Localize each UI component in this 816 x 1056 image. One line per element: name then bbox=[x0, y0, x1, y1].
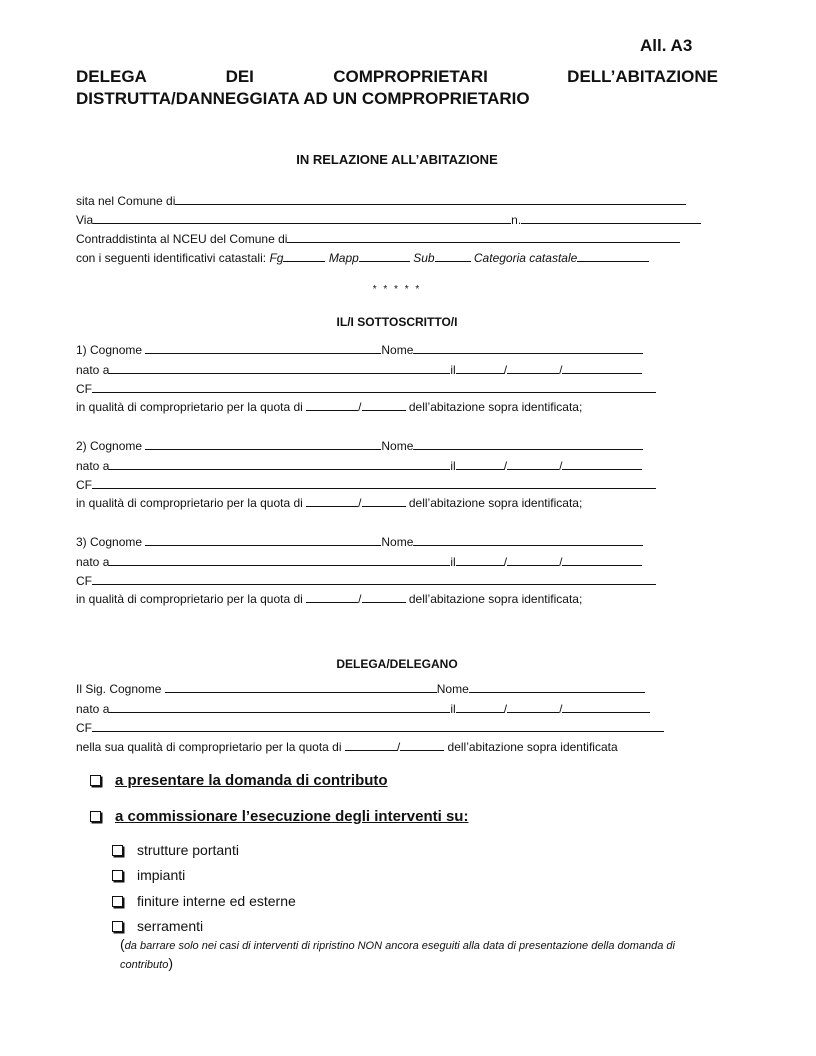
sub-option-label: strutture portanti bbox=[137, 842, 239, 858]
quota-den-field[interactable] bbox=[362, 495, 406, 507]
nato-line: nato a il / / bbox=[76, 458, 642, 474]
il-label: il bbox=[450, 363, 456, 377]
quota-label: nella sua qualità di comproprietario per la quota di bbox=[76, 740, 342, 754]
numero-label: n. bbox=[511, 213, 522, 227]
cognome-label: 1) Cognome bbox=[76, 343, 143, 357]
nome-label: Nome bbox=[436, 682, 469, 696]
title-word: DEI bbox=[225, 67, 254, 86]
delegato-nome-field[interactable] bbox=[469, 681, 645, 693]
nome-label: Nome bbox=[381, 439, 414, 453]
delegato-cf-line bbox=[76, 720, 664, 736]
fg-label: Fg bbox=[269, 251, 284, 265]
sub-option-label: finiture interne ed esterne bbox=[137, 893, 296, 909]
nato-field[interactable] bbox=[109, 458, 450, 470]
cf-field[interactable] bbox=[92, 477, 656, 489]
giorno-field[interactable] bbox=[456, 554, 504, 566]
cognome-field[interactable] bbox=[145, 534, 381, 546]
checkbox-finiture[interactable] bbox=[112, 896, 123, 907]
quota-den-field[interactable] bbox=[362, 399, 406, 411]
note-content: da barrare solo nei casi di interventi di ripristino NON ancora eseguiti alla data di presentazione della domanda di contributo bbox=[120, 940, 675, 971]
cognome-field[interactable] bbox=[145, 438, 381, 450]
nato-label: nato a bbox=[76, 555, 110, 569]
comune-field[interactable] bbox=[175, 193, 686, 205]
delega-heading: DELEGA/DELEGANO bbox=[336, 657, 458, 671]
option-commissionare bbox=[90, 808, 468, 825]
delegato-nato-line: nato a il / / bbox=[76, 701, 650, 717]
option-presentare bbox=[90, 772, 388, 789]
option-presentare-label: a presentare la domanda di contributo bbox=[115, 772, 388, 789]
title-word: DELEGA bbox=[76, 67, 147, 86]
categoria-field[interactable] bbox=[577, 250, 649, 262]
nato-label: nato a bbox=[76, 702, 110, 716]
cf-label: CF bbox=[76, 574, 92, 588]
mese-field[interactable] bbox=[507, 701, 559, 713]
sub-field[interactable] bbox=[435, 250, 471, 262]
checkbox-strutture[interactable] bbox=[112, 845, 123, 856]
allegato-label: All. A3 bbox=[640, 36, 693, 55]
title-word: COMPROPRIETARI bbox=[333, 67, 488, 86]
quota-num-field[interactable] bbox=[306, 399, 358, 411]
via-line bbox=[76, 212, 701, 228]
sub-option-serramenti bbox=[112, 918, 203, 934]
giorno-field[interactable] bbox=[456, 362, 504, 374]
checkbox-impianti[interactable] bbox=[112, 870, 123, 881]
quota-label: in qualità di comproprietario per la quota di bbox=[76, 496, 303, 510]
anno-field[interactable] bbox=[562, 701, 650, 713]
categoria-label: Categoria catastale bbox=[473, 251, 578, 265]
cognome-label: 2) Cognome bbox=[76, 439, 143, 453]
cognome-line bbox=[76, 342, 643, 358]
mese-field[interactable] bbox=[507, 362, 559, 374]
quota-end-label: dell’abitazione sopra identificata; bbox=[408, 400, 583, 414]
quota-label: in qualità di comproprietario per la quota di bbox=[76, 592, 303, 606]
cognome-line bbox=[76, 534, 643, 550]
nome-field[interactable] bbox=[413, 534, 643, 546]
sub-option-label: serramenti bbox=[137, 918, 204, 934]
option-commissionare-label: a commissionare l’esecuzione degli interventi su: bbox=[115, 808, 469, 825]
delegato-quota-line: nella sua qualità di comproprietario per la quota di / dell’abitazione sopra identificata bbox=[76, 740, 618, 754]
cognome-field[interactable] bbox=[145, 342, 381, 354]
sub-option-strutture bbox=[112, 842, 239, 858]
cf-line bbox=[76, 573, 656, 589]
delegato-cognome-line bbox=[76, 681, 645, 697]
quota-num-field[interactable] bbox=[306, 495, 358, 507]
checkbox-serramenti[interactable] bbox=[112, 921, 123, 932]
sub-option-label: impianti bbox=[137, 867, 186, 883]
nato-line: nato a il / / bbox=[76, 362, 642, 378]
checkbox-presentare[interactable] bbox=[90, 775, 101, 786]
title-word: DELL’ABITAZIONE bbox=[567, 67, 718, 86]
quota-line: in qualità di comproprietario per la quota di / dell’abitazione sopra identificata; bbox=[76, 592, 583, 606]
cognome-label: 3) Cognome bbox=[76, 535, 143, 549]
quota-den-field[interactable] bbox=[400, 739, 444, 751]
cognome-line bbox=[76, 438, 643, 454]
sig-cognome-label: Il Sig. Cognome bbox=[76, 682, 162, 696]
nceu-comune-field[interactable] bbox=[287, 231, 680, 243]
sub-label: Sub bbox=[413, 251, 435, 265]
sita-label: sita nel Comune di bbox=[76, 194, 176, 208]
title-line-1 bbox=[76, 67, 718, 87]
cf-label: CF bbox=[76, 382, 92, 396]
giorno-field[interactable] bbox=[456, 701, 504, 713]
il-label: il bbox=[450, 459, 456, 473]
via-label: Via bbox=[76, 213, 94, 227]
cf-field[interactable] bbox=[92, 381, 656, 393]
mapp-label: Mapp bbox=[328, 251, 359, 265]
mese-field[interactable] bbox=[507, 458, 559, 470]
cf-label: CF bbox=[76, 721, 92, 735]
nome-field[interactable] bbox=[413, 438, 643, 450]
checkbox-commissionare[interactable] bbox=[90, 811, 101, 822]
sita-line bbox=[76, 193, 686, 209]
nato-field[interactable] bbox=[109, 554, 450, 566]
sub-option-impianti bbox=[112, 867, 185, 883]
delegato-cognome-field[interactable] bbox=[165, 681, 437, 693]
title-line-2: DISTRUTTA/DANNEGGIATA AD UN COMPROPRIETARIO bbox=[76, 89, 530, 108]
quota-end-label: dell’abitazione sopra identificata; bbox=[408, 592, 583, 606]
cf-line bbox=[76, 381, 656, 397]
nato-field[interactable] bbox=[109, 362, 450, 374]
nome-field[interactable] bbox=[413, 342, 643, 354]
quota-den-field[interactable] bbox=[362, 591, 406, 603]
quota-end-label: dell’abitazione sopra identificata; bbox=[408, 496, 583, 510]
cf-line bbox=[76, 477, 656, 493]
identificativi-line bbox=[76, 250, 649, 266]
mapp-field[interactable] bbox=[359, 250, 410, 262]
il-label: il bbox=[450, 555, 456, 569]
delegato-cf-field[interactable] bbox=[92, 720, 664, 732]
cf-field[interactable] bbox=[92, 573, 656, 585]
il-label: il bbox=[450, 702, 456, 716]
quota-end-label: dell’abitazione sopra identificata bbox=[447, 740, 618, 754]
via-field[interactable] bbox=[93, 212, 511, 224]
mese-field[interactable] bbox=[507, 554, 559, 566]
delegato-nato-field[interactable] bbox=[109, 701, 450, 713]
nato-label: nato a bbox=[76, 459, 110, 473]
nceu-line bbox=[76, 231, 680, 247]
nceu-label: Contraddistinta al NCEU del Comune di bbox=[76, 232, 288, 246]
fg-field[interactable] bbox=[283, 250, 325, 262]
note-text: (da barrare solo nei casi di interventi di ripristino NON ancora eseguiti alla data di presentazione della domanda di contributo) bbox=[120, 936, 675, 971]
abitazione-heading: IN RELAZIONE ALL’ABITAZIONE bbox=[296, 152, 498, 167]
nato-label: nato a bbox=[76, 363, 110, 377]
quota-line: in qualità di comproprietario per la quota di / dell’abitazione sopra identificata; bbox=[76, 400, 583, 414]
anno-field[interactable] bbox=[562, 362, 642, 374]
quota-num-field[interactable] bbox=[306, 591, 358, 603]
giorno-field[interactable] bbox=[456, 458, 504, 470]
cf-label: CF bbox=[76, 478, 92, 492]
separator-stars: * * * * * bbox=[372, 284, 422, 295]
quota-num-field[interactable] bbox=[345, 739, 397, 751]
quota-label: in qualità di comproprietario per la quota di bbox=[76, 400, 303, 414]
sub-option-finiture bbox=[112, 893, 296, 909]
nato-line: nato a il / / bbox=[76, 554, 642, 570]
quota-line: in qualità di comproprietario per la quota di / dell’abitazione sopra identificata; bbox=[76, 496, 583, 510]
nome-label: Nome bbox=[381, 343, 414, 357]
identificativi-label: con i seguenti identificativi catastali: bbox=[76, 251, 267, 265]
anno-field[interactable] bbox=[562, 554, 642, 566]
sottoscritti-heading: IL/I SOTTOSCRITTO/I bbox=[336, 315, 458, 329]
anno-field[interactable] bbox=[562, 458, 642, 470]
nome-label: Nome bbox=[381, 535, 414, 549]
numero-field[interactable] bbox=[521, 212, 701, 224]
